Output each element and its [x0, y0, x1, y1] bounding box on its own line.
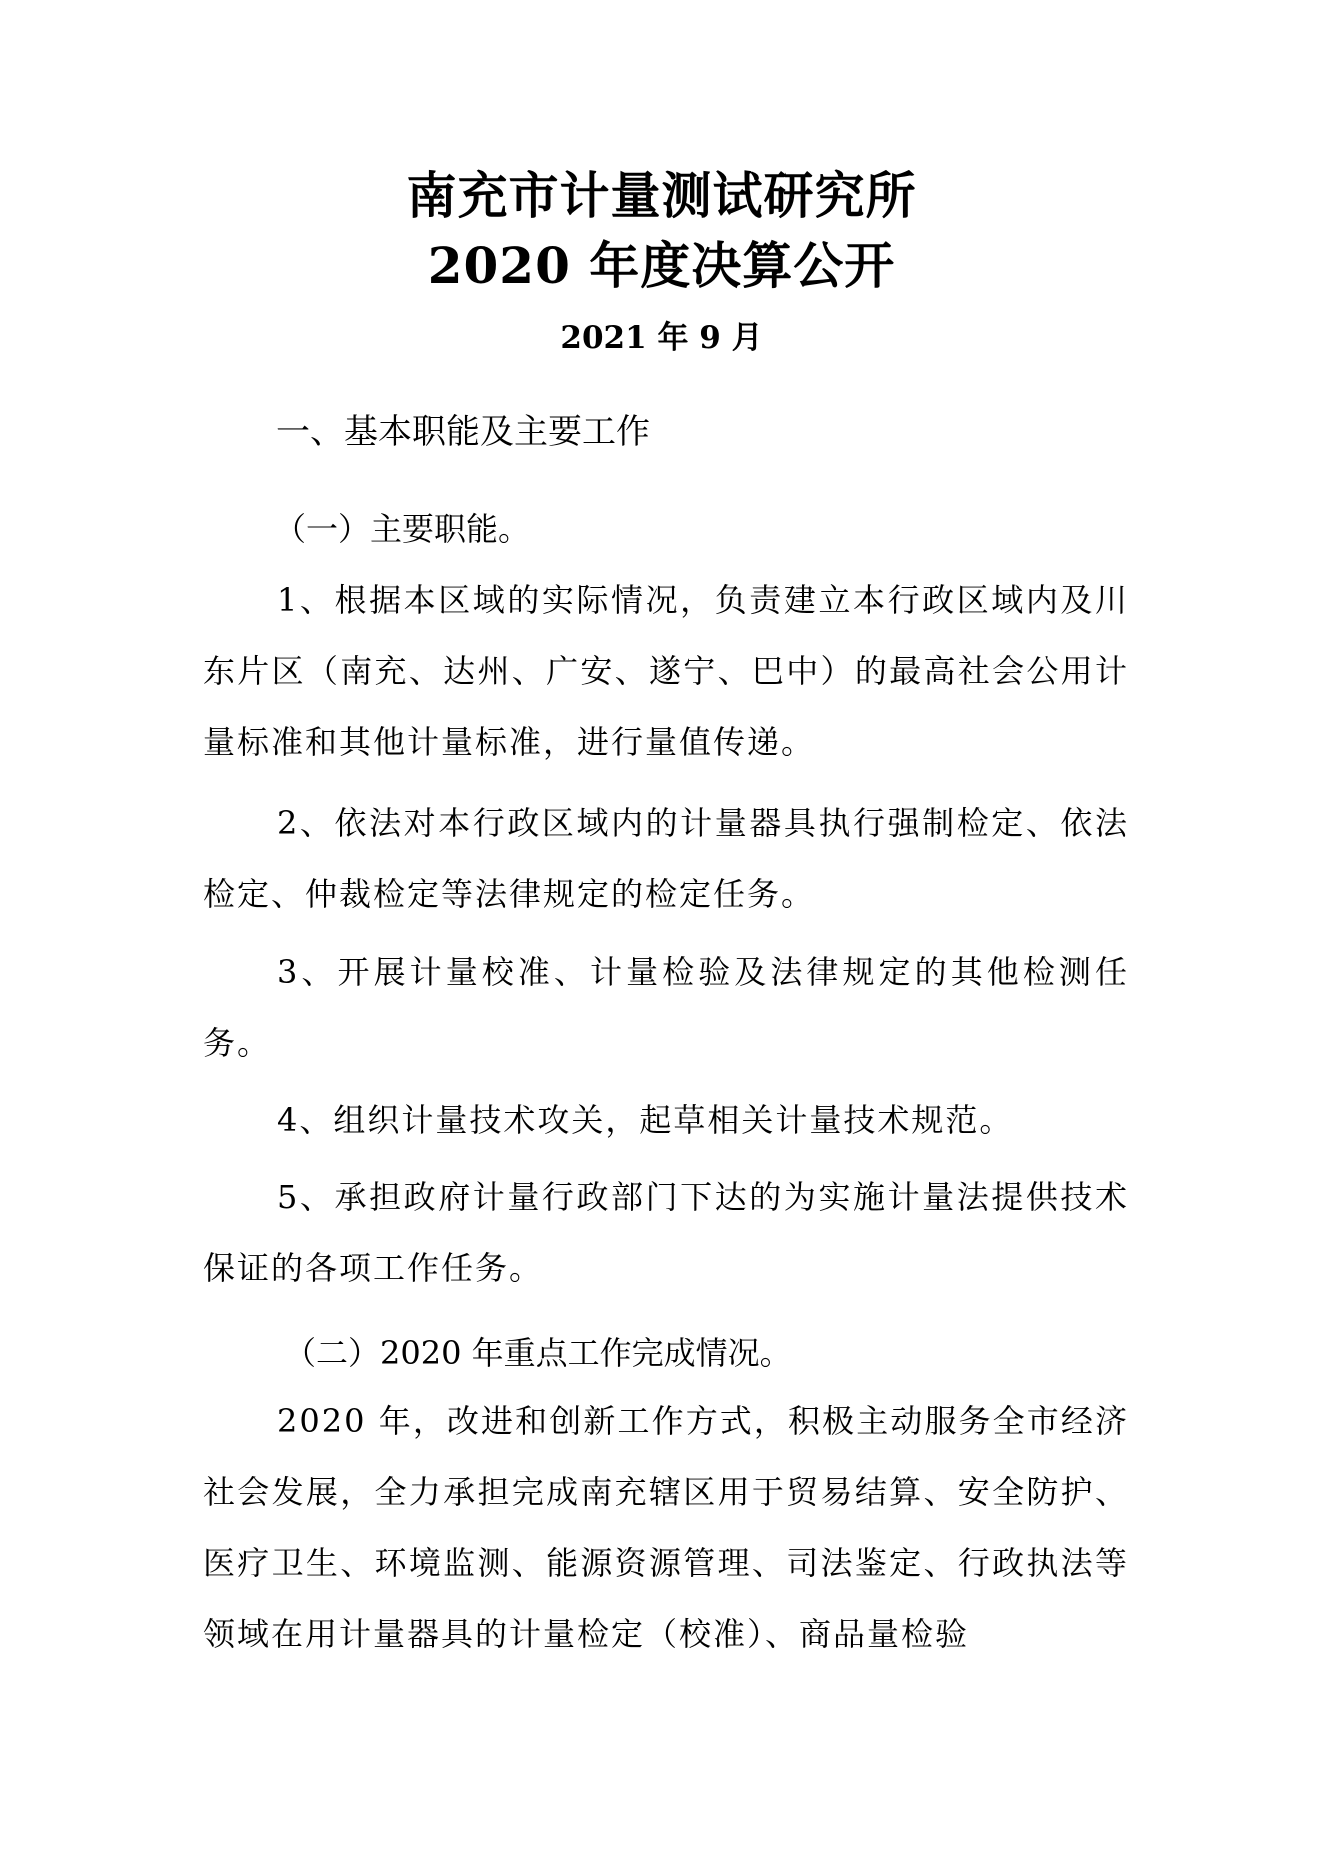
- paragraph-function-4: 4、组织计量技术攻关，起草相关计量技术规范。: [277, 1101, 1014, 1139]
- document-title-line2: 2020 年度决算公开: [427, 236, 896, 295]
- subsection-heading-main-functions: （一）主要职能。: [274, 510, 531, 548]
- document-title-line1: 南充市计量测试研究所: [406, 166, 917, 225]
- paragraph-2020-work: 2020 年，改进和创新工作方式，积极主动服务全市经济社会发展，全力承担完成南充辖区用于贸易结算、安全防护、医疗卫生、环境监测、能源资源管理、司法鉴定、行政执法等领域在用计量器具的计量检定（校准）、商品量检验: [203, 1402, 1129, 1653]
- paragraph-function-5: 5、承担政府计量行政部门下达的为实施计量法提供技术保证的各项工作任务。: [203, 1178, 1129, 1287]
- paragraph-function-1: 1、根据本区域的实际情况，负责建立本行政区域内及川东片区（南充、达州、广安、遂宁、巴中）的最高社会公用计量标准和其他计量标准，进行量值传递。: [203, 581, 1129, 761]
- section-heading-basic-functions: 一、基本职能及主要工作: [276, 412, 650, 452]
- paragraph-function-3: 3、开展计量校准、计量检验及法律规定的其他检测任务。: [203, 953, 1129, 1062]
- subsection-heading-2020-work: （二）2020 年重点工作完成情况。: [284, 1334, 792, 1372]
- paragraph-function-2: 2、依法对本行政区域内的计量器具执行强制检定、依法检定、仲裁检定等法律规定的检定任务。: [203, 804, 1129, 913]
- document-date: 2021 年 9 月: [560, 320, 763, 356]
